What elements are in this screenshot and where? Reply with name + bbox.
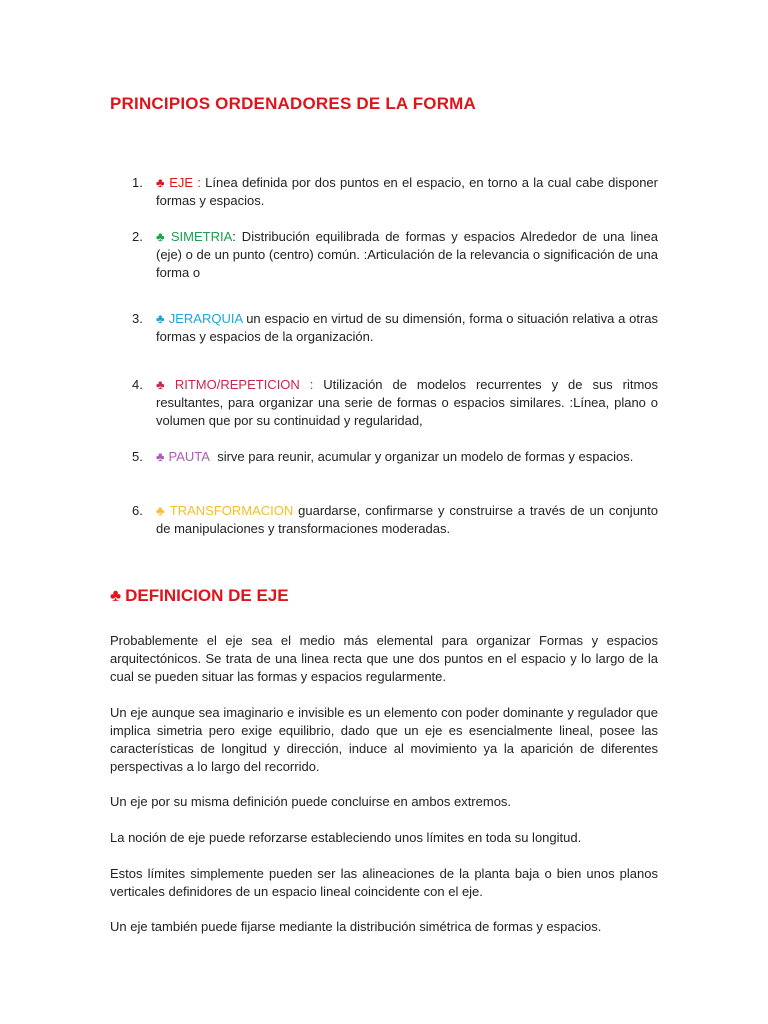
body-paragraph: La noción de eje puede reforzarse estableciendo unos límites en toda su longitud. bbox=[110, 830, 582, 845]
club-icon: ♣ bbox=[156, 377, 171, 392]
club-icon: ♣ bbox=[156, 449, 165, 464]
principle-term: EJE : bbox=[169, 175, 201, 190]
principle-term: SIMETRIA bbox=[170, 229, 233, 244]
list-item bbox=[110, 502, 658, 538]
principle-description: Utilización de modelos recurrentes y de sus ritmos resultantes, para organizar una serie de formas o espacios similares. :Línea, plano o volumen que por su continuidad y regularidad, bbox=[156, 377, 658, 428]
principle-description: un espacio en virtud de su dimensión, forma o situación relativa a otras formas y espacios de la organización. bbox=[156, 311, 659, 344]
club-icon: ♣ bbox=[156, 311, 165, 326]
list-number: 3. bbox=[132, 311, 143, 326]
list-item bbox=[110, 228, 658, 282]
principle-description: sirve para reunir, acumular y organizar un modelo de formas y espacios. bbox=[217, 449, 634, 464]
club-icon: ♣ bbox=[156, 229, 167, 244]
principle-term: PAUTA bbox=[168, 449, 210, 464]
body-paragraph: Probablemente el eje sea el medio más elemental para organizar Formas y espacios arquitectónicos. Se trata de una linea recta que une dos puntos en el espacio y lo largo de la cual se pueden situar las formas y espacios regularmente. bbox=[110, 633, 658, 684]
section-heading bbox=[110, 586, 289, 606]
list-number: 1. bbox=[132, 175, 143, 190]
principle-term: RITMO/REPETICION : bbox=[174, 377, 314, 392]
principle-description: : Distribución equilibrada de formas y espacios Alrededor de una linea (eje) o de un punto (centro) común. :Articulación de la relevancia o significación de una forma o bbox=[156, 229, 659, 280]
list-item bbox=[110, 174, 658, 210]
list-item bbox=[110, 448, 658, 466]
club-icon: ♣ bbox=[156, 175, 166, 190]
club-icon: ♣ bbox=[110, 586, 122, 605]
principle-term: JERARQUIA bbox=[168, 311, 243, 326]
principle-description: Línea definida por dos puntos en el espacio, en torno a la cual cabe disponer formas y espacios. bbox=[156, 175, 658, 208]
body-paragraph: Un eje aunque sea imaginario e invisible es un elemento con poder dominante y regulador que implica simetria pero exige equilibrio, dado que un eje es esencialmente lineal, posee las características de longitud y dirección, induce al movimiento ya la aparición de diferentes perspectivas a lo largo del recorrido. bbox=[110, 705, 658, 774]
principle-description: guardarse, confirmarse y construirse a través de un conjunto de manipulaciones y transformaciones moderadas. bbox=[156, 503, 658, 536]
list-number: 5. bbox=[132, 449, 143, 464]
list-item bbox=[110, 376, 658, 430]
section-heading-text: DEFINICION DE EJE bbox=[125, 586, 289, 605]
principle-term: TRANSFORMACION bbox=[169, 503, 294, 518]
club-icon: ♣ bbox=[156, 503, 166, 518]
list-number: 6. bbox=[132, 503, 143, 518]
body-paragraph: Un eje también puede fijarse mediante la distribución simétrica de formas y espacios. bbox=[110, 919, 602, 934]
list-item bbox=[110, 310, 658, 346]
list-number: 2. bbox=[132, 229, 143, 244]
body-paragraph: Un eje por su misma definición puede concluirse en ambos extremos. bbox=[110, 794, 512, 809]
document-title: PRINCIPIOS ORDENADORES DE LA FORMA bbox=[110, 94, 477, 113]
list-number: 4. bbox=[132, 377, 143, 392]
body-paragraph: Estos límites simplemente pueden ser las alineaciones de la planta baja o bien unos planos verticales definidores de un espacio lineal coincidente con el eje. bbox=[110, 866, 658, 899]
